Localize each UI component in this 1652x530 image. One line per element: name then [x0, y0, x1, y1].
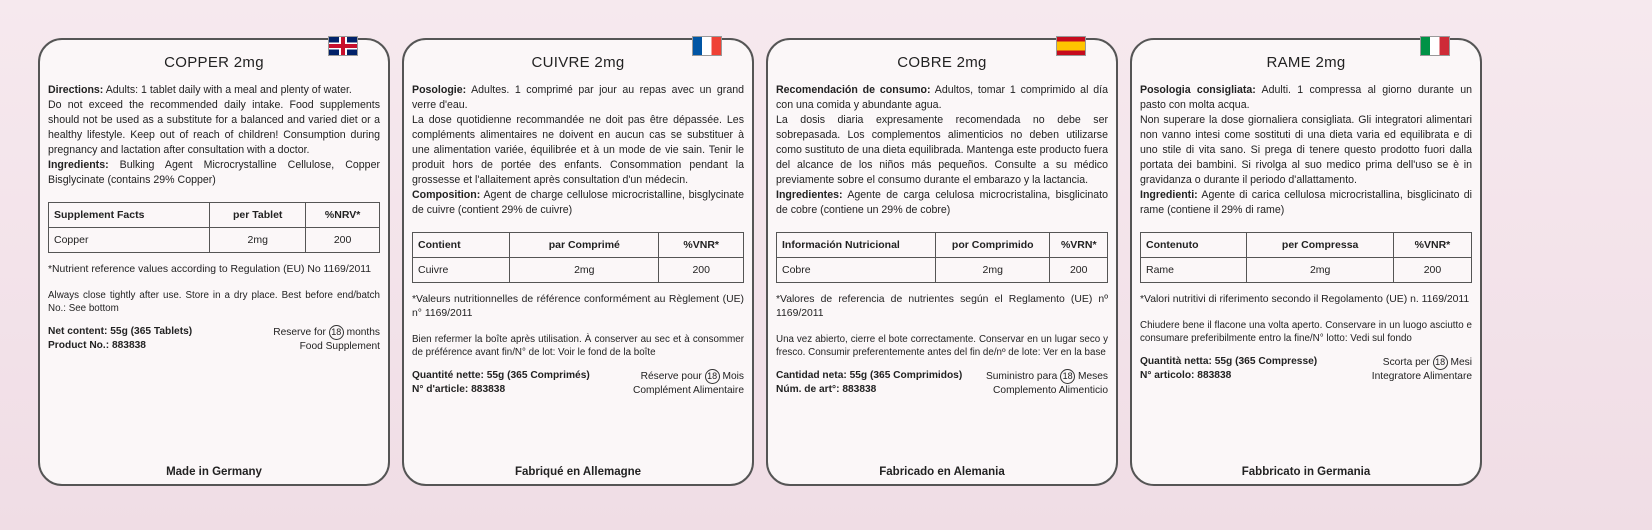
- bottom-right: [633, 369, 744, 398]
- directions-body: Adultos, tomar 1 comprimido al día con una comida y abundante agua.: [776, 84, 1108, 111]
- table-header: Contenuto: [1141, 233, 1247, 258]
- directions-body: Adulti. 1 compressa al giorno durante un pasto con molta acqua.: [1140, 84, 1472, 111]
- ingredients-text: [1140, 188, 1472, 218]
- bottom-right: [986, 369, 1108, 398]
- bottom-left: [48, 325, 192, 353]
- net-content: Quantità netta: 55g (365 Compresse): [1140, 356, 1318, 367]
- directions-text: [48, 83, 380, 98]
- ingredients-text: [48, 158, 380, 188]
- product-number: N° d'article: 883838: [412, 384, 506, 395]
- table-header: %NRV*: [306, 203, 380, 228]
- category-text: Complément Alimentaire: [633, 385, 744, 396]
- directions-label: Directions:: [48, 84, 104, 96]
- table-header-row: [49, 203, 380, 228]
- table-header-row: [777, 233, 1108, 258]
- ingredients-label: Ingredienti:: [1140, 189, 1198, 201]
- table-cell: 2mg: [1247, 258, 1394, 283]
- made-in-text: Made in Germany: [166, 466, 262, 478]
- directions-body: Adultes. 1 comprimé par jour au repas avec un grand verre d'eau.: [412, 84, 744, 111]
- table-cell: 2mg: [510, 258, 659, 283]
- category-text: Integratore Alimentare: [1371, 371, 1472, 382]
- supplement-facts-table: [48, 202, 380, 253]
- bottom-left: [1140, 355, 1317, 383]
- directions-label: Posologia consigliata:: [1140, 84, 1256, 96]
- fr-flag-icon: [692, 36, 722, 56]
- product-number: Núm. de art°: 883838: [776, 384, 877, 395]
- directions-body: Adults: 1 tablet daily with a meal and plenty of water.: [103, 84, 352, 96]
- supplement-facts-table: [776, 232, 1108, 283]
- shelf-pre: Scorta per: [1382, 357, 1430, 368]
- warnings-text: La dose quotidienne recommandée ne doit pas être dépassée. Les compléments alimentaires ne doivent en aucun cas se substituer à une alimentation variée, équilibrée et à un mode de vie sain. Tenir le produit hors de portée des enfants. Consommation pendant la grossesse et l'allaitement après consultation d'un médecin.: [412, 114, 744, 186]
- directions-label: Posologie:: [412, 84, 467, 96]
- table-cell: 200: [306, 228, 380, 253]
- table-cell: Cuivre: [413, 258, 510, 283]
- ingredients-label: Ingredients:: [48, 159, 109, 171]
- table-header: %VRN*: [1050, 233, 1108, 258]
- table-row: [413, 258, 744, 283]
- it-flag-icon: [1420, 36, 1450, 56]
- ingredients-body: Agente de carga celulosa microcristalina, bisglicinato de cobre (contiene un 29% de cobre): [776, 189, 1108, 216]
- ingredients-label: Ingredientes:: [776, 189, 843, 201]
- ingredients-text: [776, 188, 1108, 218]
- shelf-post: months: [346, 327, 380, 338]
- shelf-post: Mois: [722, 371, 744, 382]
- ingredients-body: Agent de charge cellulose microcristalline, bisglycinate de cuivre (contient 29% de cuivre): [412, 189, 744, 216]
- panel-title: COBRE 2mg: [897, 54, 987, 71]
- storage-text: Una vez abierto, cierre el bote correctamente. Conservar en un lugar seco y fresco. Consumir preferentemente antes del fin de/nº de lote: Ver en la base: [776, 334, 1108, 358]
- table-header: %VNR*: [1393, 233, 1471, 258]
- months-circle: 18: [329, 325, 344, 340]
- nrv-note: *Valori nutritivi di riferimento secondo il Regolamento (UE) n. 1169/2011: [1140, 294, 1470, 305]
- shelf-pre: Réserve pour: [640, 371, 702, 382]
- storage-text: Chiudere bene il flacone una volta aperto. Conservare in un luogo asciutto e consumare preferibilmente entro la fine/N° lotto: Vedi sul fondo: [1140, 320, 1472, 344]
- supplement-facts-table: [412, 232, 744, 283]
- category-text: Complemento Alimenticio: [993, 385, 1108, 396]
- bottom-right: [1372, 355, 1472, 384]
- warnings-text: Do not exceed the recommended daily intake. Food supplements should not be used as a substitute for a balanced and varied diet or a healthy lifestyle. Keep out of reach of children! Consumption during pregnancy and lactation after consultation with a doctor.: [48, 99, 380, 156]
- shelf-pre: Suministro para: [985, 371, 1058, 382]
- table-cell: Cobre: [777, 258, 936, 283]
- bottom-left: [776, 369, 962, 397]
- label-panel-french: [402, 38, 754, 486]
- months-circle: 18: [1060, 369, 1075, 384]
- bottom-info: [48, 325, 380, 359]
- table-cell: 200: [1393, 258, 1471, 283]
- directions-text: [1140, 83, 1472, 113]
- table-cell: Rame: [1141, 258, 1247, 283]
- label-panel-spanish: [766, 38, 1118, 486]
- warnings-text: Non superare la dose giornaliera consigliata. Gli integratori alimentari non vanno intesi come sostituti di una dieta varia ed equilibrata e di uno stile di vita sano. Si prega di tenere questo prodotto fuori dalla portata dei bambini. Si rivolga al suo medico prima dell'uso se è in gravidanza o durante il periodo d'allattamento.: [1140, 114, 1472, 186]
- bottom-info: [776, 369, 1108, 403]
- shelf-pre: Reserve for: [273, 327, 326, 338]
- nrv-note: *Valeurs nutritionnelles de référence conformément au Règlement (UE) n° 1169/2011: [412, 294, 744, 319]
- net-content: Quantité nette: 55g (365 Comprimés): [412, 370, 590, 381]
- table-cell: 200: [1050, 258, 1108, 283]
- directions-label: Recomendación de consumo:: [776, 84, 931, 96]
- category-text: Food Supplement: [299, 341, 380, 352]
- shelf-post: Mesi: [1450, 357, 1472, 368]
- table-header: per Tablet: [210, 203, 306, 228]
- panel-title: CUIVRE 2mg: [531, 54, 625, 71]
- table-header: per Compressa: [1247, 233, 1394, 258]
- table-cell: 200: [659, 258, 744, 283]
- made-in-text: Fabriqué en Allemagne: [514, 466, 642, 478]
- made-in-text: Fabbricato in Germania: [1241, 466, 1371, 478]
- nrv-note: *Valores de referencia de nutrientes según el Reglamento (UE) nº 1169/2011: [776, 294, 1108, 319]
- table-header: Contient: [413, 233, 510, 258]
- table-header: por Comprimido: [936, 233, 1050, 258]
- label-panels: [38, 38, 1496, 490]
- nrv-note: *Nutrient reference values according to Regulation (EU) No 1169/2011: [48, 264, 372, 275]
- made-in-text: Fabricado en Alemania: [879, 466, 1005, 478]
- panel-title: RAME 2mg: [1266, 54, 1346, 71]
- directions-text: [776, 83, 1108, 113]
- table-cell: 2mg: [210, 228, 306, 253]
- supplement-facts-table: [1140, 232, 1472, 283]
- table-header: par Comprimé: [510, 233, 659, 258]
- bottom-right: [273, 325, 380, 354]
- bottom-info: [1140, 355, 1472, 389]
- months-circle: 18: [1433, 355, 1448, 370]
- panel-title: COPPER 2mg: [164, 54, 264, 71]
- es-flag-icon: [1056, 36, 1086, 56]
- table-header-row: [1141, 233, 1472, 258]
- table-header: %VNR*: [659, 233, 744, 258]
- table-cell: Copper: [49, 228, 210, 253]
- label-panel-english: [38, 38, 390, 486]
- ingredients-body: Agente di carica cellulosa microcristallina, bisglicinato di rame (contiene il 29% di rame): [1140, 189, 1472, 216]
- directions-text: [412, 83, 744, 113]
- ingredients-label: Composition:: [412, 189, 481, 201]
- table-row: [1141, 258, 1472, 283]
- table-cell: 2mg: [936, 258, 1050, 283]
- ingredients-text: [412, 188, 744, 218]
- label-panel-italian: [1130, 38, 1482, 486]
- table-header: Información Nutricional: [777, 233, 936, 258]
- bottom-left: [412, 369, 590, 397]
- shelf-post: Meses: [1077, 371, 1108, 382]
- net-content: Net content: 55g (365 Tablets): [48, 326, 193, 337]
- table-row: [777, 258, 1108, 283]
- net-content: Cantidad neta: 55g (365 Comprimidos): [776, 370, 963, 381]
- ingredients-body: Bulking Agent Microcrystalline Cellulose, Copper Bisglycinate (contains 29% Copper): [48, 159, 380, 186]
- storage-text: Bien refermer la boîte après utilisation. À conserver au sec et à consommer de préférence avant fin/N° de lot: Voir le fond de la boîte: [412, 334, 744, 358]
- uk-flag-icon: [328, 36, 358, 56]
- table-header-row: [413, 233, 744, 258]
- bottom-info: [412, 369, 744, 403]
- table-header: Supplement Facts: [49, 203, 210, 228]
- table-row: [49, 228, 380, 253]
- product-number: Product No.: 883838: [48, 340, 146, 351]
- product-number: N° articolo: 883838: [1140, 370, 1232, 381]
- warnings-text: La dosis diaria expresamente recomendada no debe ser sobrepasada. Los complementos alimenticios no deben utilizarse como sustituto de una dieta equilibrada. Mantenga este producto fuera del alcance de los niños más pequeños. Consulte a su médico previamente sobre el consumo durante el embarazo y la lactancia.: [776, 114, 1108, 186]
- months-circle: 18: [705, 369, 720, 384]
- storage-text: Always close tightly after use. Store in a dry place. Best before end/batch No.: See bottom: [48, 290, 380, 314]
